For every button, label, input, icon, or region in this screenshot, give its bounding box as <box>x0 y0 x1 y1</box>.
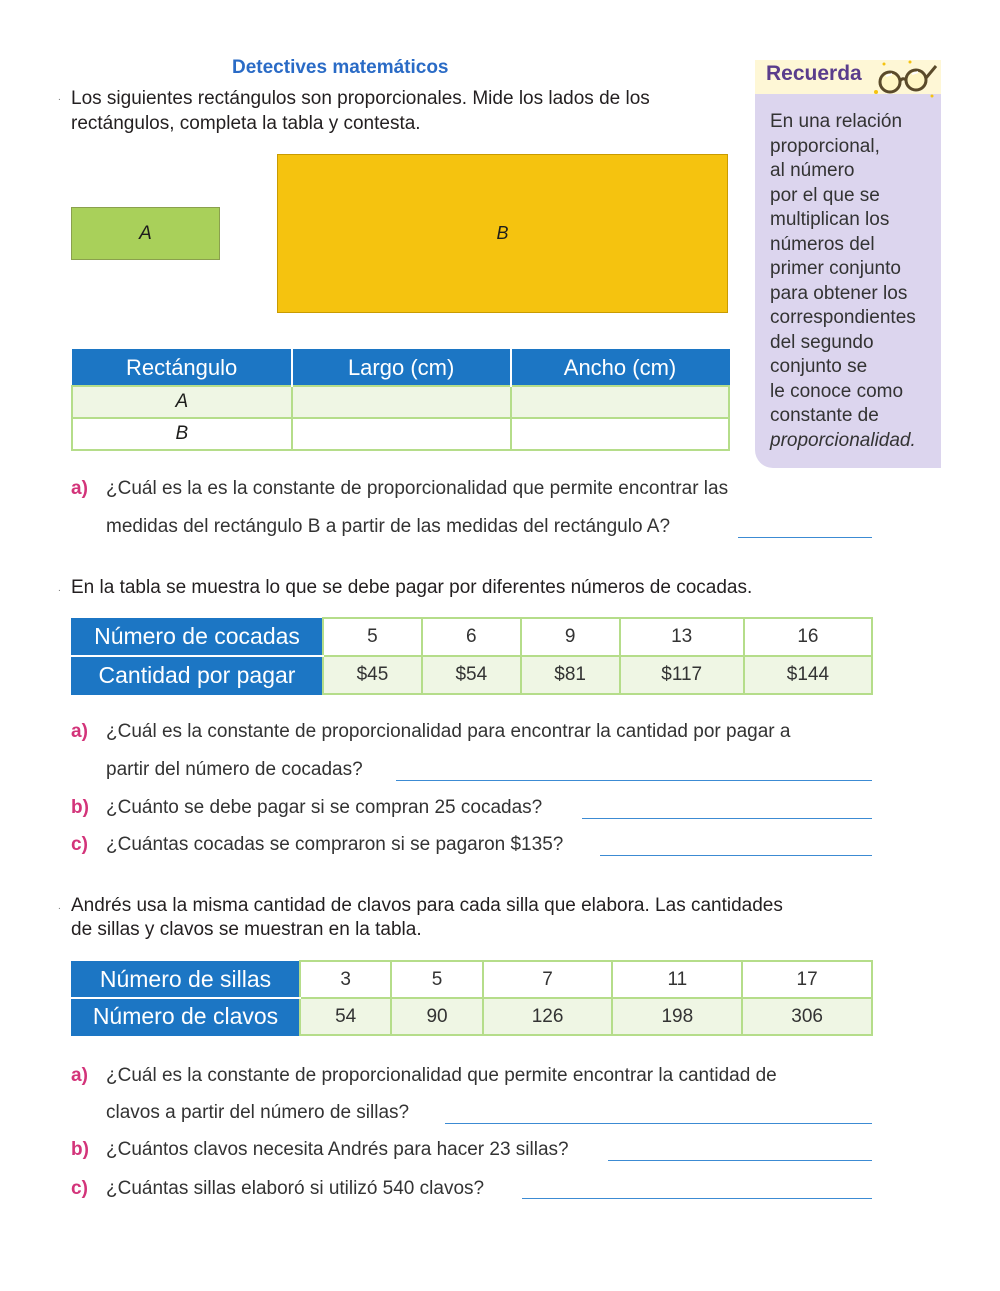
recuerda-line: por el que se <box>770 184 880 206</box>
clavos-cell: 90 <box>391 998 482 1035</box>
recuerda-line: del segundo <box>770 331 874 353</box>
bullet-marker: . <box>58 92 61 103</box>
cocadas-cell: 5 <box>323 618 422 656</box>
recuerda-line: le conoce como <box>770 380 904 402</box>
clavos-cell: 54 <box>300 998 391 1035</box>
rectangle-a <box>71 207 220 260</box>
row-b-label: B <box>72 418 292 450</box>
pago-cell: $117 <box>620 656 744 694</box>
row-a-ancho-input[interactable] <box>511 386 729 418</box>
recuerda-line: primer conjunto <box>770 258 901 279</box>
answer-line-2a[interactable] <box>396 780 872 781</box>
sillas-cell: 17 <box>742 961 872 998</box>
recuerda-line: En una relación <box>770 111 903 132</box>
question-2a-line-1: ¿Cuál es la constante de proporcionalidad para encontrar la cantidad por pagar a <box>106 721 791 742</box>
page-title: Detectives matemáticos <box>232 57 449 78</box>
cocadas-cell: 16 <box>744 618 872 656</box>
table-row <box>72 618 873 656</box>
recuerda-line: al número <box>770 160 855 181</box>
recuerda-line: para obtener los <box>770 282 908 304</box>
table-row <box>72 386 729 418</box>
table-row <box>72 418 729 450</box>
recuerda-line: proporcional, <box>770 135 880 157</box>
clavos-cell: 126 <box>483 998 613 1035</box>
question-3a-line-1: ¿Cuál es la constante de proporcionalidad que permite encontrar la cantidad de <box>106 1065 777 1086</box>
table-header-ancho: Ancho (cm) <box>511 350 729 387</box>
pago-cell: $81 <box>521 656 620 694</box>
pago-cell: $144 <box>744 656 872 694</box>
question-1a-line-1: ¿Cuál es la es la constante de proporcionalidad que permite encontrar las <box>106 478 729 499</box>
bullet-marker: . <box>58 901 61 912</box>
recuerda-line: multiplican los <box>770 209 890 230</box>
recuerda-line: constante de <box>770 405 879 426</box>
section3-intro-line-1: Andrés usa la misma cantidad de clavos para cada silla que elabora. Las cantidades <box>71 895 783 916</box>
question-1a-line-2: medidas del rectángulo B a partir de las medidas del rectángulo A? <box>106 516 671 537</box>
question-2a-line-2: partir del número de cocadas? <box>106 759 363 780</box>
pago-row-header: Cantidad por pagar <box>72 656 324 694</box>
question-label: c) <box>71 1178 88 1199</box>
rectangle-b <box>277 154 728 313</box>
table-row <box>72 656 873 694</box>
sillas-cell: 5 <box>391 961 482 998</box>
clavos-cell: 306 <box>742 998 872 1035</box>
cocadas-row-header: Número de cocadas <box>72 618 324 656</box>
table-row <box>72 998 873 1035</box>
row-a-label: A <box>72 386 292 418</box>
answer-line-2b[interactable] <box>582 818 872 819</box>
question-label: a) <box>71 478 88 499</box>
cocadas-cell: 6 <box>422 618 521 656</box>
answer-line-3b[interactable] <box>608 1160 872 1161</box>
table-header-rectangulo: Rectángulo <box>72 350 292 387</box>
section3-intro-line-2: de sillas y clavos se muestran en la tabla. <box>71 919 422 940</box>
bullet-marker: . <box>58 583 61 594</box>
row-a-largo-input[interactable] <box>292 386 511 418</box>
question-label: b) <box>71 1139 89 1160</box>
sillas-cell: 3 <box>300 961 391 998</box>
cocadas-cell: 9 <box>521 618 620 656</box>
intro-line-1: Los siguientes rectángulos son proporcionales. Mide los lados de los <box>71 88 650 109</box>
table-header-largo: Largo (cm) <box>292 350 511 387</box>
section2-intro: En la tabla se muestra lo que se debe pagar por diferentes números de cocadas. <box>71 577 753 598</box>
cocadas-table <box>71 617 873 695</box>
recuerda-text <box>770 110 938 453</box>
row-b-ancho-input[interactable] <box>511 418 729 450</box>
question-3b: ¿Cuántos clavos necesita Andrés para hacer 23 sillas? <box>106 1139 569 1160</box>
pago-cell: $54 <box>422 656 521 694</box>
answer-line-1a[interactable] <box>738 537 872 538</box>
glasses-icon <box>870 58 940 100</box>
sillas-row-header: Número de sillas <box>72 961 301 998</box>
clavos-cell: 198 <box>612 998 742 1035</box>
question-label: c) <box>71 834 88 855</box>
rectangle-b-label: B <box>496 223 509 243</box>
recuerda-title: Recuerda <box>766 62 862 85</box>
row-b-largo-input[interactable] <box>292 418 511 450</box>
sillas-cell: 7 <box>483 961 613 998</box>
clavos-row-header: Número de clavos <box>72 998 301 1035</box>
intro-line-2: rectángulos, completa la tabla y contesta. <box>71 113 421 134</box>
cocadas-cell: 13 <box>620 618 744 656</box>
answer-line-2c[interactable] <box>600 855 872 856</box>
question-3c: ¿Cuántas sillas elaboró si utilizó 540 clavos? <box>106 1178 485 1199</box>
recuerda-line: correspondientes <box>770 307 916 328</box>
sillas-table <box>71 960 873 1036</box>
answer-line-3c[interactable] <box>522 1198 872 1199</box>
pago-cell: $45 <box>323 656 422 694</box>
recuerda-line: números del <box>770 233 875 255</box>
question-label: a) <box>71 721 88 742</box>
table-row <box>72 961 873 998</box>
sillas-cell: 11 <box>612 961 742 998</box>
question-2c: ¿Cuántas cocadas se compraron si se pagaron $135? <box>106 834 564 855</box>
recuerda-line: proporcionalidad. <box>770 429 916 451</box>
answer-line-3a[interactable] <box>445 1123 872 1124</box>
rectangle-a-label: A <box>139 222 152 244</box>
question-label: b) <box>71 797 89 818</box>
question-2b: ¿Cuánto se debe pagar si se compran 25 cocadas? <box>106 797 543 818</box>
recuerda-line: conjunto se <box>770 356 868 377</box>
question-3a-line-2: clavos a partir del número de sillas? <box>106 1102 410 1123</box>
question-label: a) <box>71 1065 88 1086</box>
rectangles-table <box>71 349 730 451</box>
